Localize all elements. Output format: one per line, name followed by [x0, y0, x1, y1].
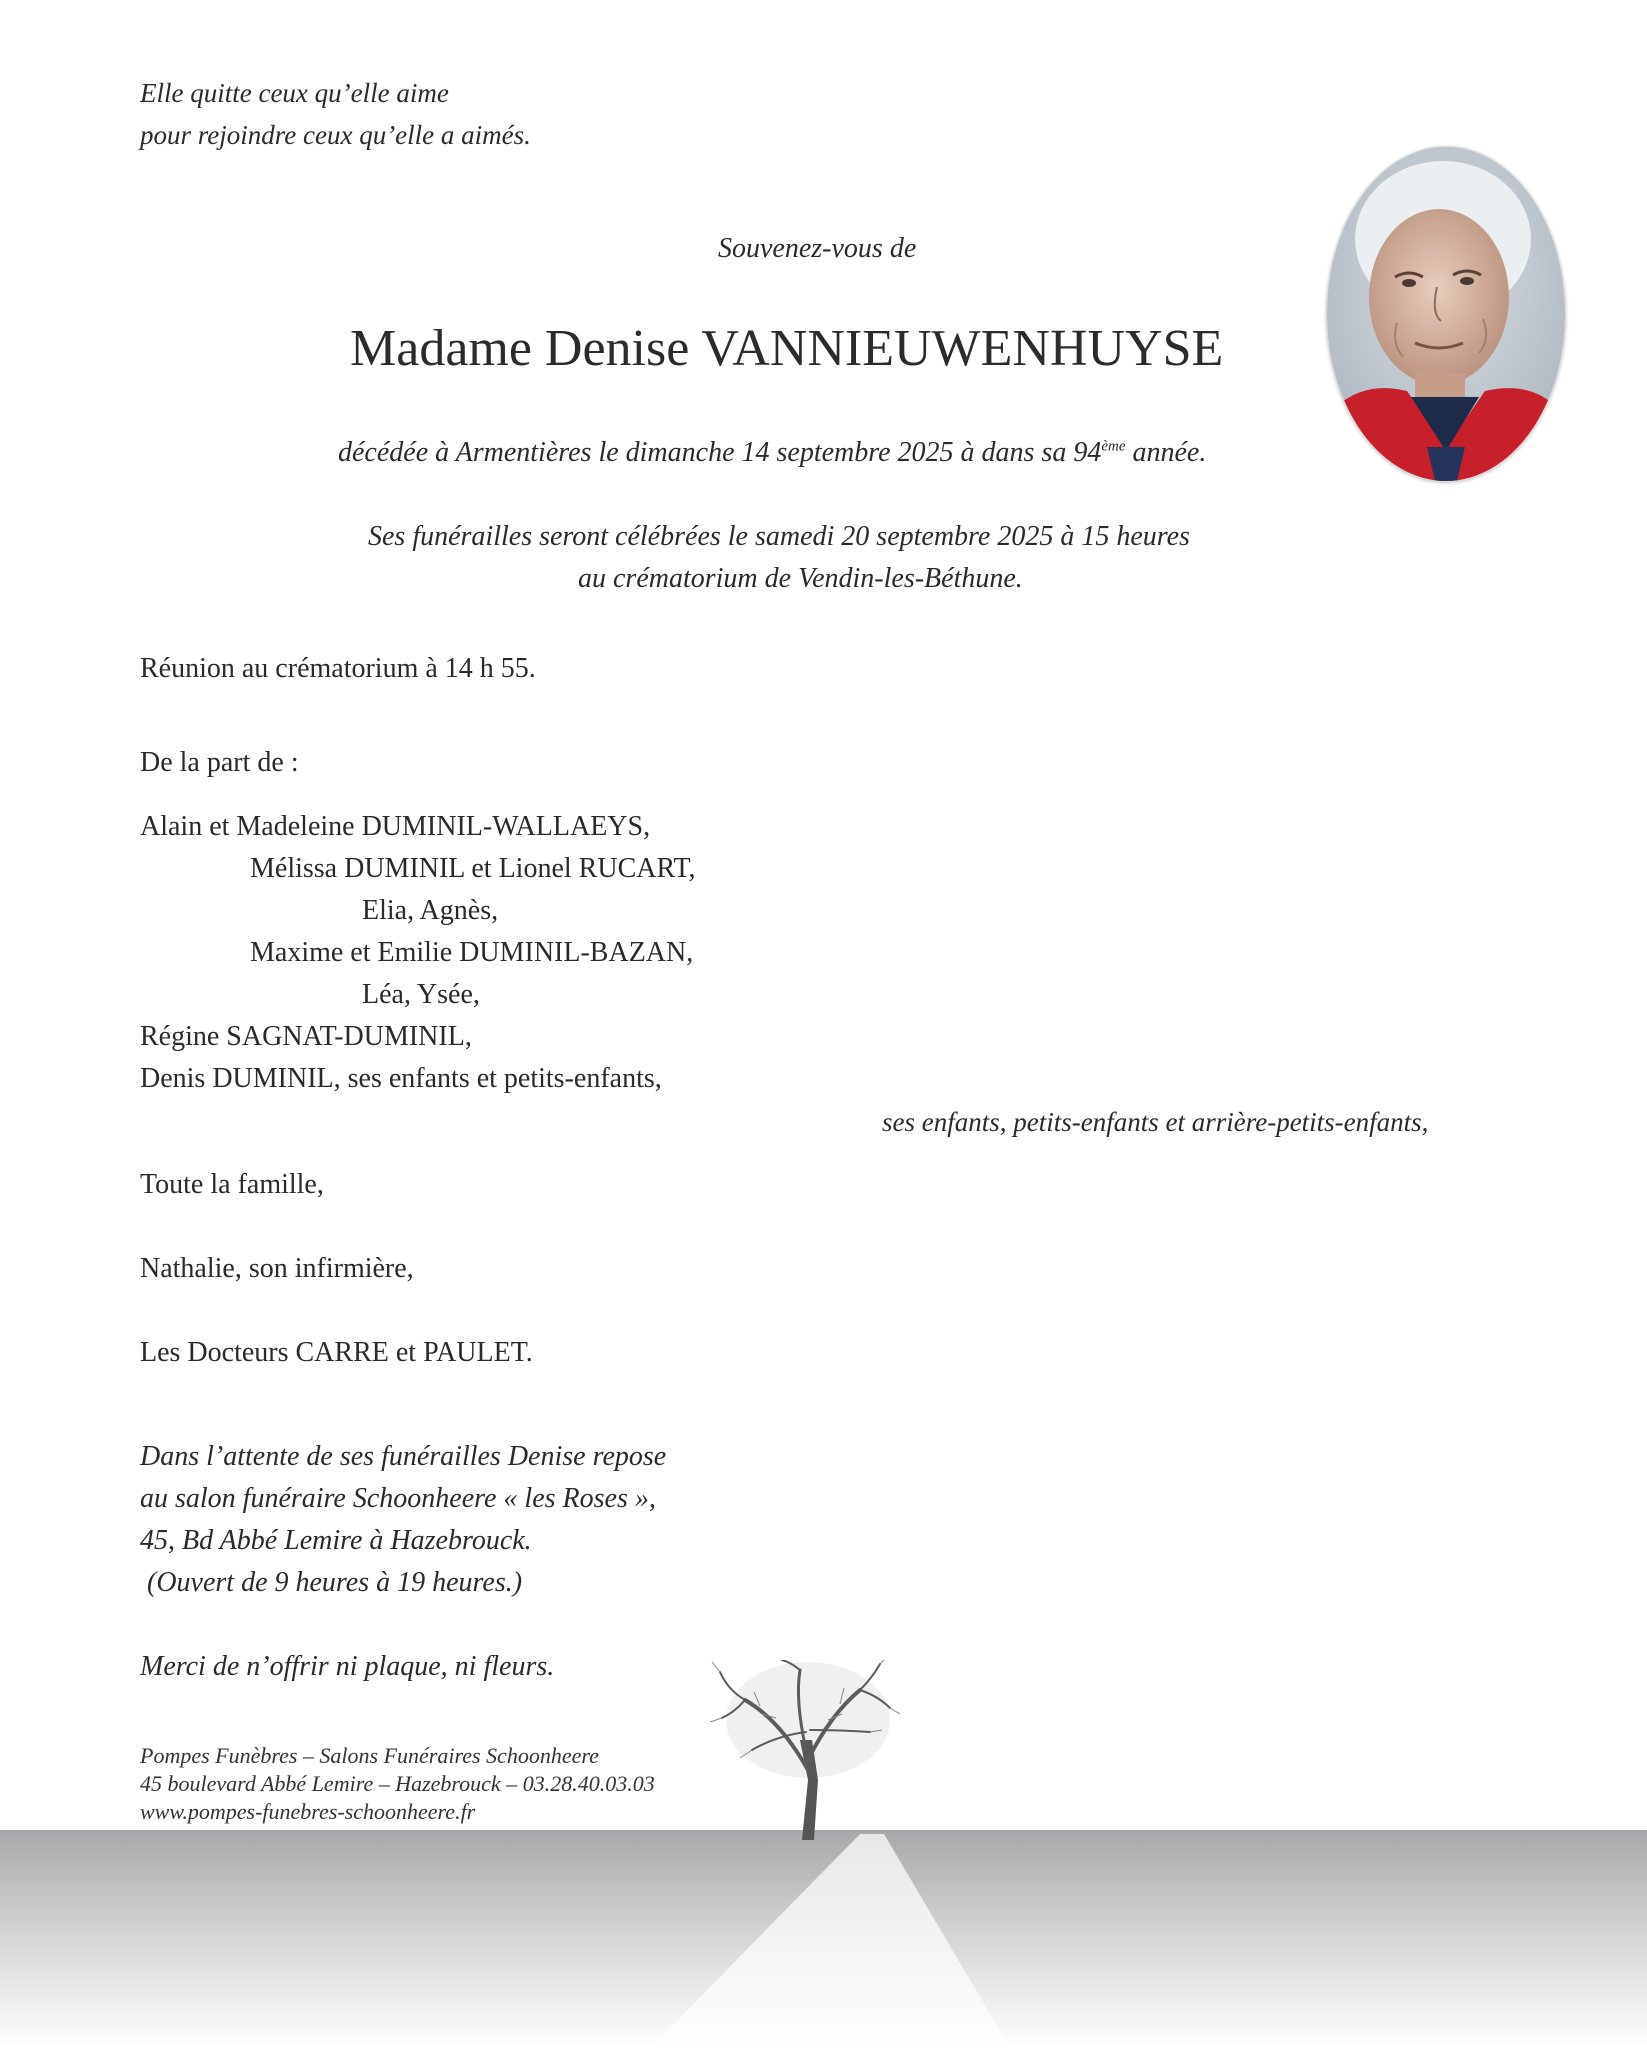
family-line: Elia, Agnès, — [362, 895, 499, 926]
repose-line: au salon funéraire Schoonheere « les Roses », — [140, 1483, 656, 1514]
death-notice — [338, 432, 1206, 474]
portrait-illustration — [1327, 147, 1565, 481]
from-label: De la part de : — [140, 747, 299, 778]
other-line: Les Docteurs CARRE et PAULET. — [140, 1337, 533, 1368]
death-notice-text: décédée à Armentières le dimanche 14 septembre 2025 à dans sa 94 — [338, 437, 1102, 468]
repose-line: (Ouvert de 9 heures à 19 heures.) — [140, 1567, 523, 1598]
funeral-line: Ses funérailles seront célébrées le samedi 20 septembre 2025 à 15 heures — [368, 521, 1190, 552]
family-line: Denis DUMINIL, ses enfants et petits-enfants, — [140, 1063, 662, 1094]
footer — [140, 1742, 655, 1826]
footer-website: www.pompes-funebres-schoonheere.fr — [140, 1799, 476, 1824]
other-line: Toute la famille, — [140, 1169, 324, 1200]
death-notice-suffix: année. — [1125, 437, 1207, 468]
meeting-text: Réunion au crématorium à 14 h 55. — [140, 653, 536, 684]
other-line: Nathalie, son infirmière, — [140, 1253, 414, 1284]
no-flowers-text: Merci de n’offrir ni plaque, ni fleurs. — [140, 1651, 555, 1682]
funeral-line: au crématorium de Vendin-les-Béthune. — [578, 563, 1023, 594]
family-line: Alain et Madeleine DUMINIL-WALLAEYS, — [140, 811, 651, 842]
family-line: Mélissa DUMINIL et Lionel RUCART, — [250, 853, 696, 884]
family-closing: ses enfants, petits-enfants et arrière-petits-enfants, — [882, 1107, 1429, 1137]
footer-address-phone: 45 boulevard Abbé Lemire – Hazebrouck – 03.28.40.03.03 — [140, 1771, 655, 1796]
family-line: Régine SAGNAT-DUMINIL, — [140, 1021, 472, 1052]
repose-line: Dans l’attente de ses funérailles Denise repose — [140, 1441, 667, 1472]
epigraph-line: Elle quitte ceux qu’elle aime — [140, 78, 449, 108]
epigraph-line: pour rejoindre ceux qu’elle a aimés. — [140, 120, 531, 150]
landscape-tree-illustration — [0, 1660, 1647, 2048]
death-notice-superscript: ème — [1101, 438, 1126, 455]
repose-line: 45, Bd Abbé Lemire à Hazebrouck. — [140, 1525, 532, 1556]
epigraph — [140, 72, 531, 156]
footer-company: Pompes Funèbres – Salons Funéraires Schoonheere — [140, 1743, 599, 1768]
family-line: Maxime et Emilie DUMINIL-BAZAN, — [250, 937, 694, 968]
deceased-name: Madame Denise VANNIEUWENHUYSE — [350, 320, 1224, 377]
intro-text: Souvenez-vous de — [718, 233, 917, 264]
portrait-photo — [1326, 146, 1566, 482]
family-line: Léa, Ysée, — [362, 979, 480, 1010]
